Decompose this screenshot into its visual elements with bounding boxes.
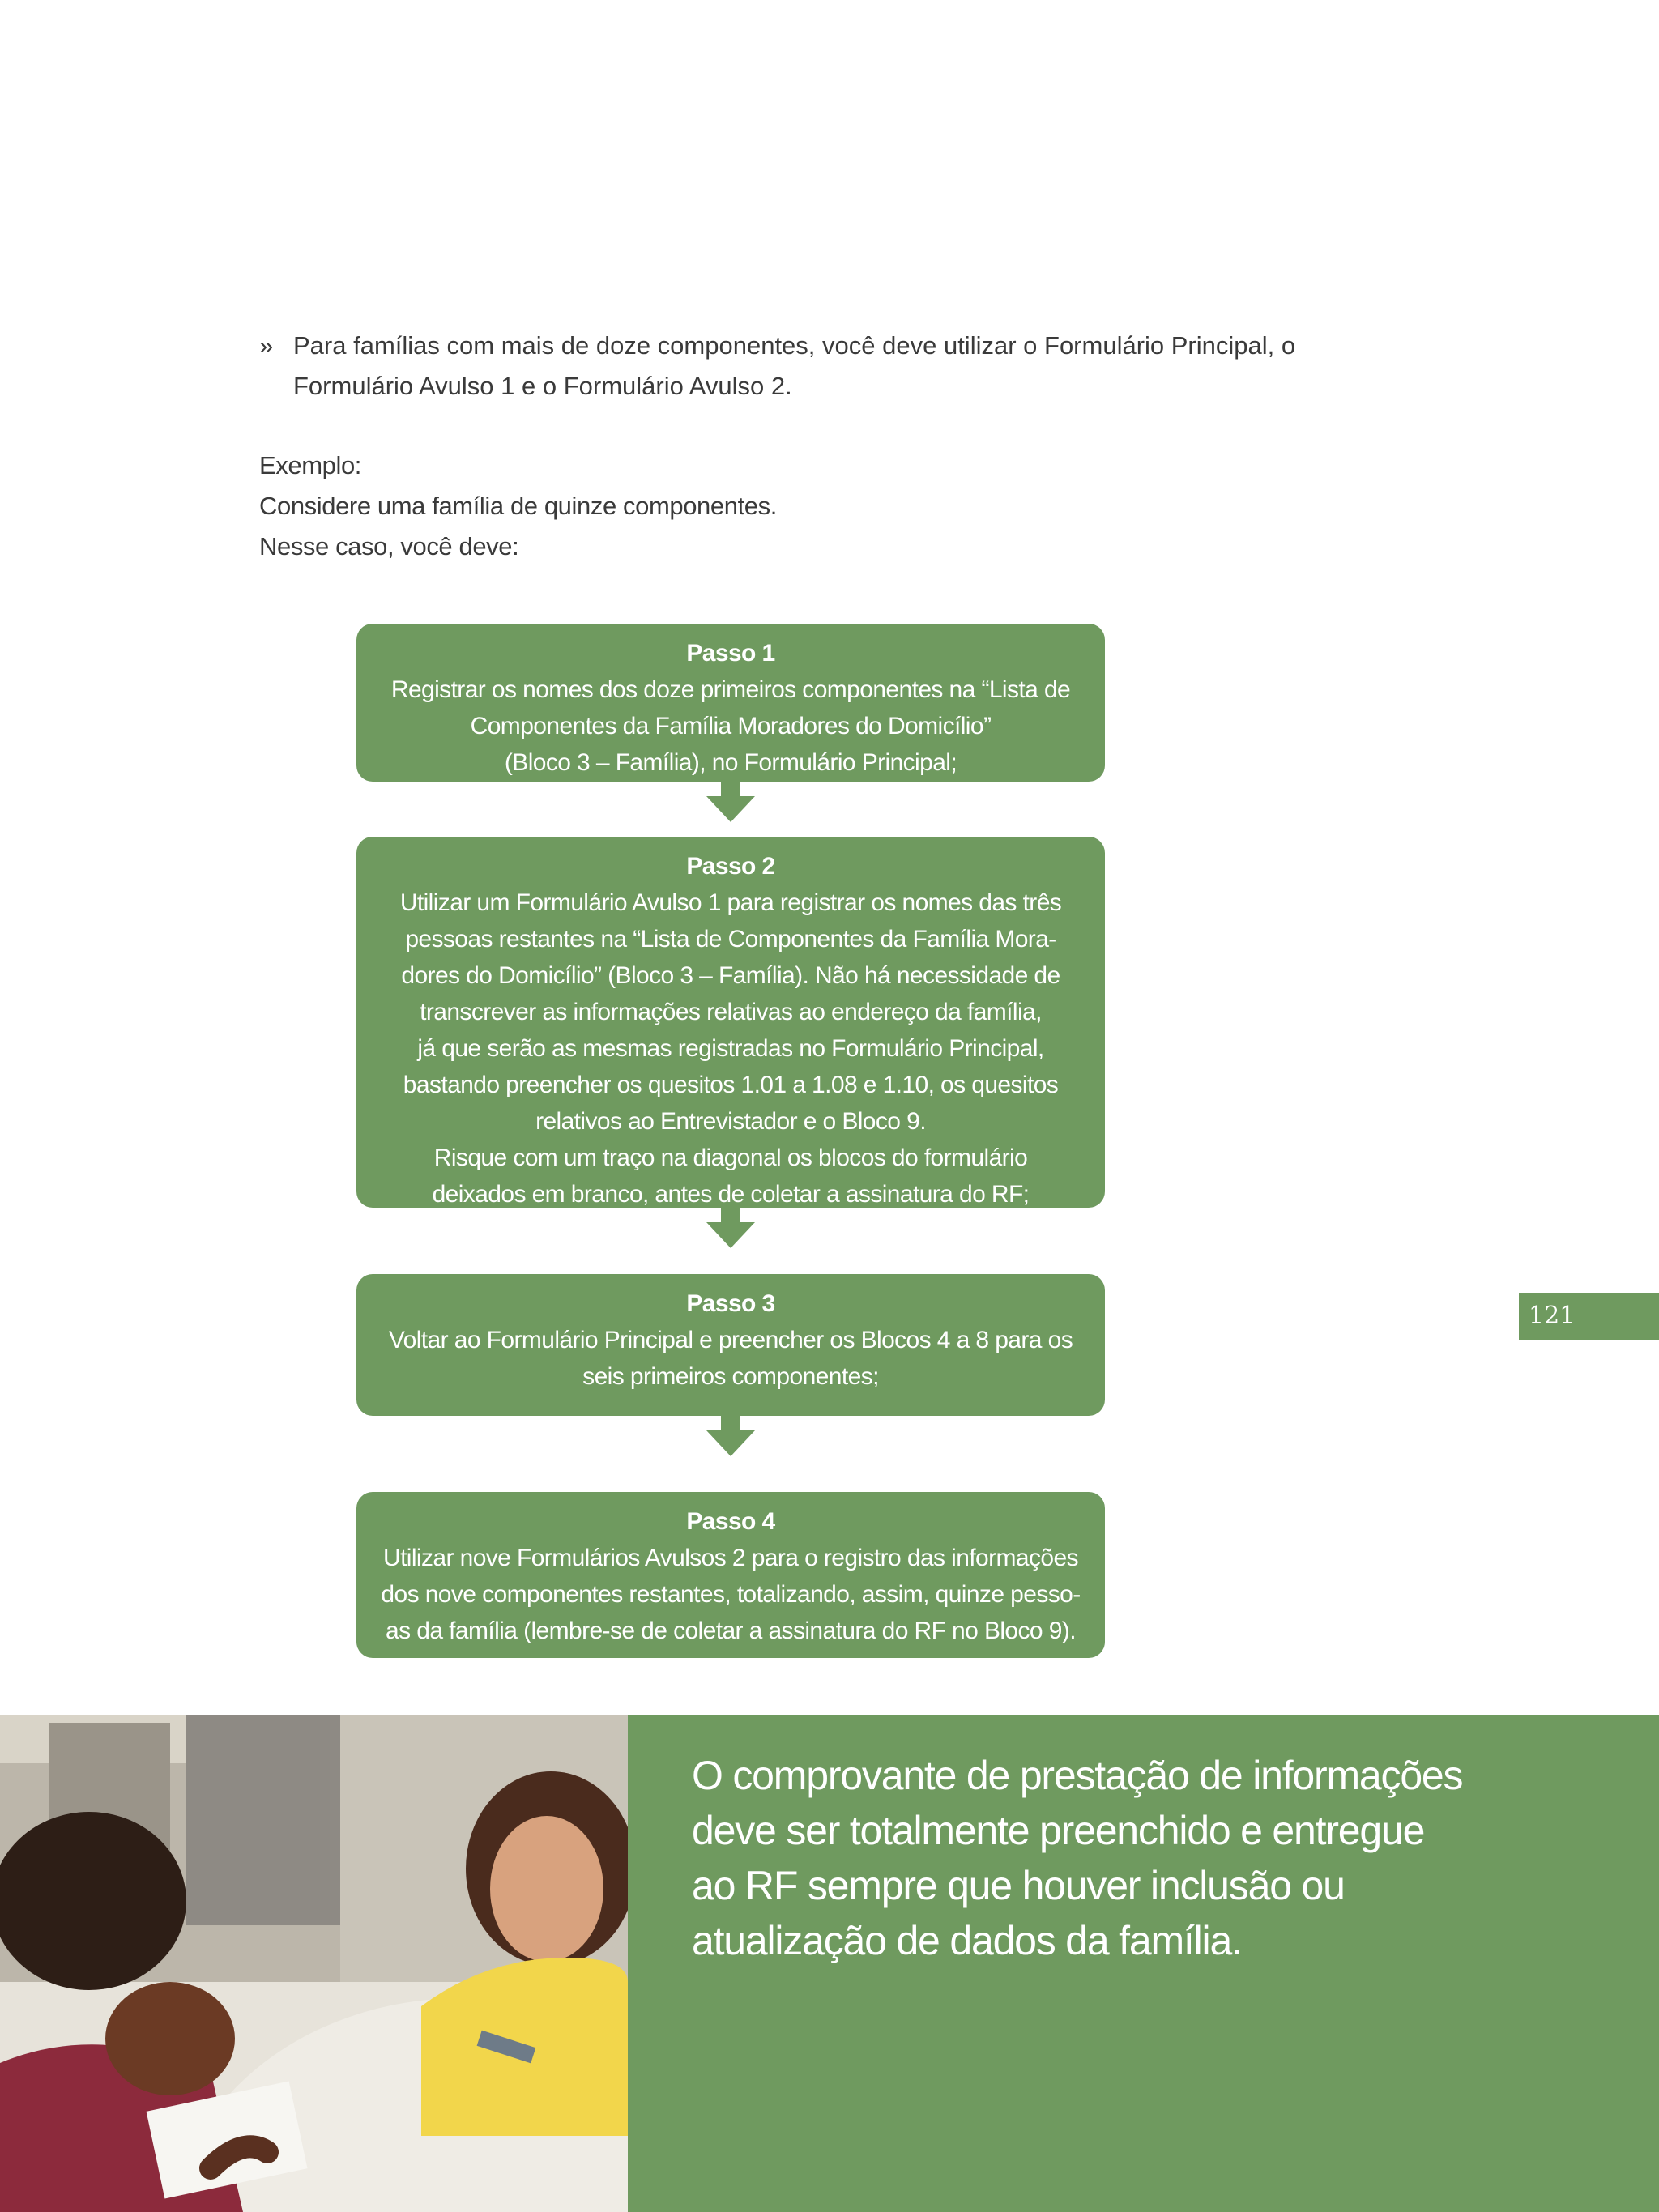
step-box-2 bbox=[356, 837, 1105, 1208]
bullet-paragraph bbox=[259, 326, 1312, 407]
office-photo bbox=[0, 1715, 628, 2212]
step-body: Utilizar nove Formulários Avulsos 2 para o registro das informações dos nove componentes restantes, totalizando, assim, quinze pesso- as da família (lembre-se de coletar a assinatura do RF no Bloco 9). bbox=[381, 1545, 1081, 1644]
example-line-1: Considere uma família de quinze componentes. bbox=[259, 492, 777, 520]
step-title: Passo 4 bbox=[686, 1508, 775, 1535]
down-arrow-icon bbox=[706, 1416, 755, 1456]
step-title: Passo 2 bbox=[686, 853, 775, 880]
bullet-marker: » bbox=[259, 331, 274, 360]
callout-text: O comprovante de prestação de informações deve ser totalmente preenchido e entregue ao RF sempre que houver inclusão ou atualização de dados da família. bbox=[692, 1753, 1463, 1963]
step-body: Utilizar um Formulário Avulso 1 para registrar os nomes das três pessoas restantes na “Lista de Componentes da Família Mora- dores do Domicílio” (Bloco 3 – Família). Não há necessidade de transcrever as informações relativas ao endereço da família, já que serão as mesmas registradas no Formulário Principal, bastando preencher os quesitos 1.01 a 1.08 e 1.10, os quesitos relativos ao Entrevistador e o Bloco 9. Risque com um traço na diagonal os blocos do formulário deixados em branco, antes de coletar a assinatura do RF; bbox=[399, 889, 1062, 1208]
step-body: Registrar os nomes dos doze primeiros componentes na “Lista de Componentes da Família Moradores do Domicílio” (Bloco 3 – Família), no Formulário Principal; bbox=[390, 676, 1071, 776]
step-box-4 bbox=[356, 1492, 1105, 1658]
bullet-text: Para famílias com mais de doze componentes, você deve utilizar o Formulário Principal, o Formulário Avulso 1 e o Formulário Avulso 2. bbox=[293, 331, 1296, 400]
step-title: Passo 3 bbox=[686, 1290, 775, 1317]
example-section bbox=[259, 445, 1312, 567]
example-label: Exemplo: bbox=[259, 451, 362, 479]
page-number: 121 bbox=[1519, 1293, 1659, 1340]
down-arrow-icon bbox=[706, 782, 755, 822]
example-line-2: Nesse caso, você deve: bbox=[259, 532, 519, 560]
step-box-3 bbox=[356, 1274, 1105, 1416]
step-body: Voltar ao Formulário Principal e preencher os Blocos 4 a 8 para os seis primeiros componentes; bbox=[388, 1327, 1073, 1390]
step-box-1 bbox=[356, 624, 1105, 782]
down-arrow-icon bbox=[706, 1208, 755, 1248]
step-title: Passo 1 bbox=[686, 640, 775, 667]
